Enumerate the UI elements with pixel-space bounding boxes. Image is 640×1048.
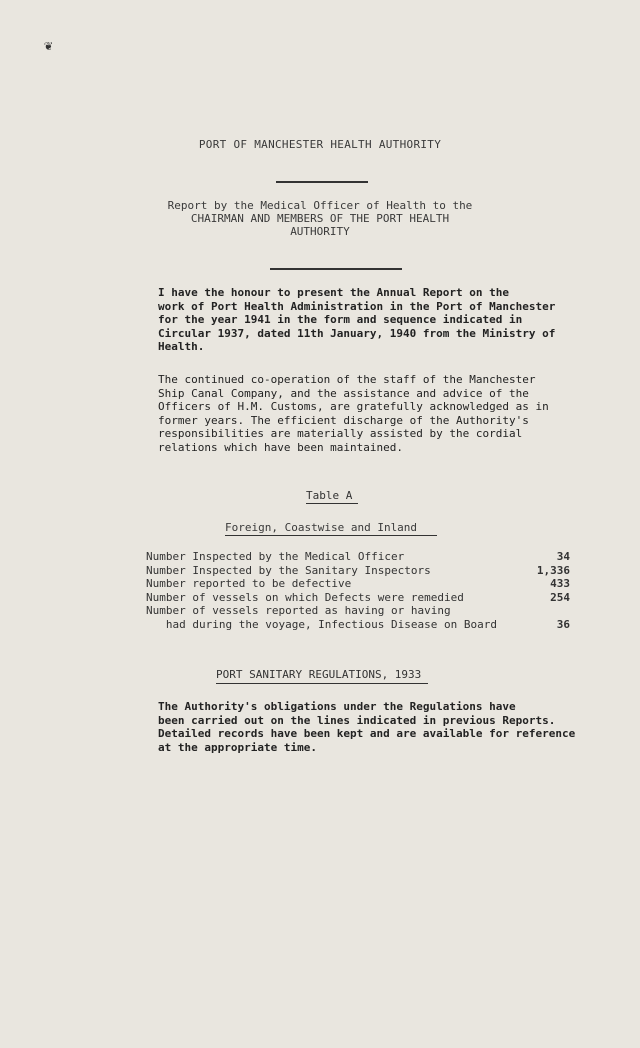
row-value: 254	[550, 590, 570, 604]
title-rule	[276, 181, 368, 183]
row-value: 433	[550, 577, 570, 591]
table-row	[146, 591, 570, 605]
row-value: 34	[556, 550, 570, 563]
row-label: Number Inspected by the Medical Officer	[146, 550, 405, 563]
address-rule	[270, 268, 402, 270]
regulations-heading-rule	[216, 683, 428, 684]
row-label: Number of vessels reported as having or having	[146, 604, 451, 618]
table-row	[146, 550, 570, 564]
table-title-rule	[306, 503, 358, 504]
table-subtitle: Foreign, Coastwise and Inland	[225, 521, 418, 534]
table-row	[146, 577, 570, 591]
report-address-line-2: CHAIRMAN AND MEMBERS OF THE PORT HEALTH	[190, 212, 450, 225]
row-label: Number Inspected by the Sanitary Inspectors	[146, 563, 431, 577]
table-row	[146, 564, 570, 578]
report-address	[0, 199, 640, 238]
row-label: Number reported to be defective	[146, 577, 352, 591]
regulations-heading: PORT SANITARY REGULATIONS, 1933	[216, 668, 422, 681]
row-label: had during the voyage, Infectious Disease on Board	[146, 617, 497, 631]
table-title: Table A	[306, 489, 353, 502]
table-row	[146, 604, 570, 618]
report-address-line-1: Report by the Medical Officer of Health to the	[167, 199, 473, 212]
margin-ink-mark: ❦	[44, 38, 53, 54]
report-address-line-3: AUTHORITY	[290, 225, 350, 238]
document-title: PORT OF MANCHESTER HEALTH AUTHORITY	[198, 138, 442, 151]
regulations-paragraph: The Authority's obligations under the Regulations have been carried out on the lines indicated in previous Reports. Detailed records have been kept and are available for reference at the appropriate time.	[158, 700, 576, 754]
table-subtitle-rule	[225, 535, 437, 536]
row-value: 1,336	[536, 563, 570, 577]
inspection-table	[146, 550, 570, 632]
row-value: 36	[556, 617, 570, 631]
cooperation-paragraph: The continued co-operation of the staff of the Manchester Ship Canal Company, and the assistance and advice of the Officers of H.M. Customs, are gratefully acknowledged as in former years. The efficient discharge of the Authority's responsibilities are materially assisted by the cordial relations which have been maintained.	[158, 373, 549, 454]
row-label: Number of vessels on which Defects were remedied	[146, 590, 464, 604]
intro-paragraph: I have the honour to present the Annual Report on the work of Port Health Administration in the Port of Manchester for the year 1941 in the form and sequence indicated in Circular 1937, dated 11th January, 1940 from the Ministry of Health.	[158, 286, 556, 354]
table-row	[146, 618, 570, 632]
